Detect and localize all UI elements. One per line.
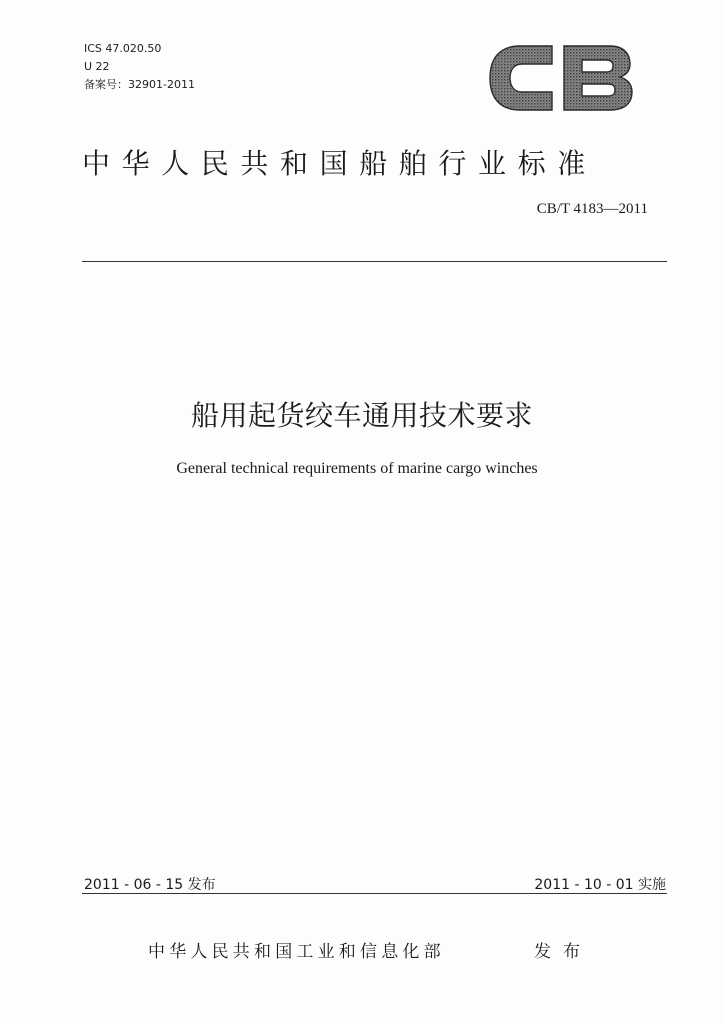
publisher-name: 中华人民共和国工业和信息化部 — [148, 942, 445, 962]
logo-letter-b — [564, 46, 632, 110]
record-number: 备案号：32901-2011 — [84, 78, 195, 91]
ics-code: ICS 47.020.50 — [84, 42, 162, 55]
classification-block — [84, 40, 195, 94]
publish-label: 发布 — [534, 942, 592, 962]
logo-letter-c — [490, 46, 552, 110]
document-title-chinese: 船用起货绞车通用技术要求 — [190, 399, 533, 432]
standard-code: CB/T 4183—2011 — [536, 201, 648, 217]
cb-logo — [486, 40, 636, 116]
effective-date: 2011 - 10 - 01 实施 — [534, 877, 666, 893]
class-code: U 22 — [84, 60, 110, 73]
standard-category-title: 中华人民共和国船舶行业标准 — [82, 147, 597, 180]
top-divider — [82, 261, 667, 262]
bottom-divider — [82, 893, 667, 894]
issue-date: 2011 - 06 - 15 发布 — [84, 877, 216, 893]
document-title-english: General technical requirements of marine cargo winches — [176, 460, 538, 477]
